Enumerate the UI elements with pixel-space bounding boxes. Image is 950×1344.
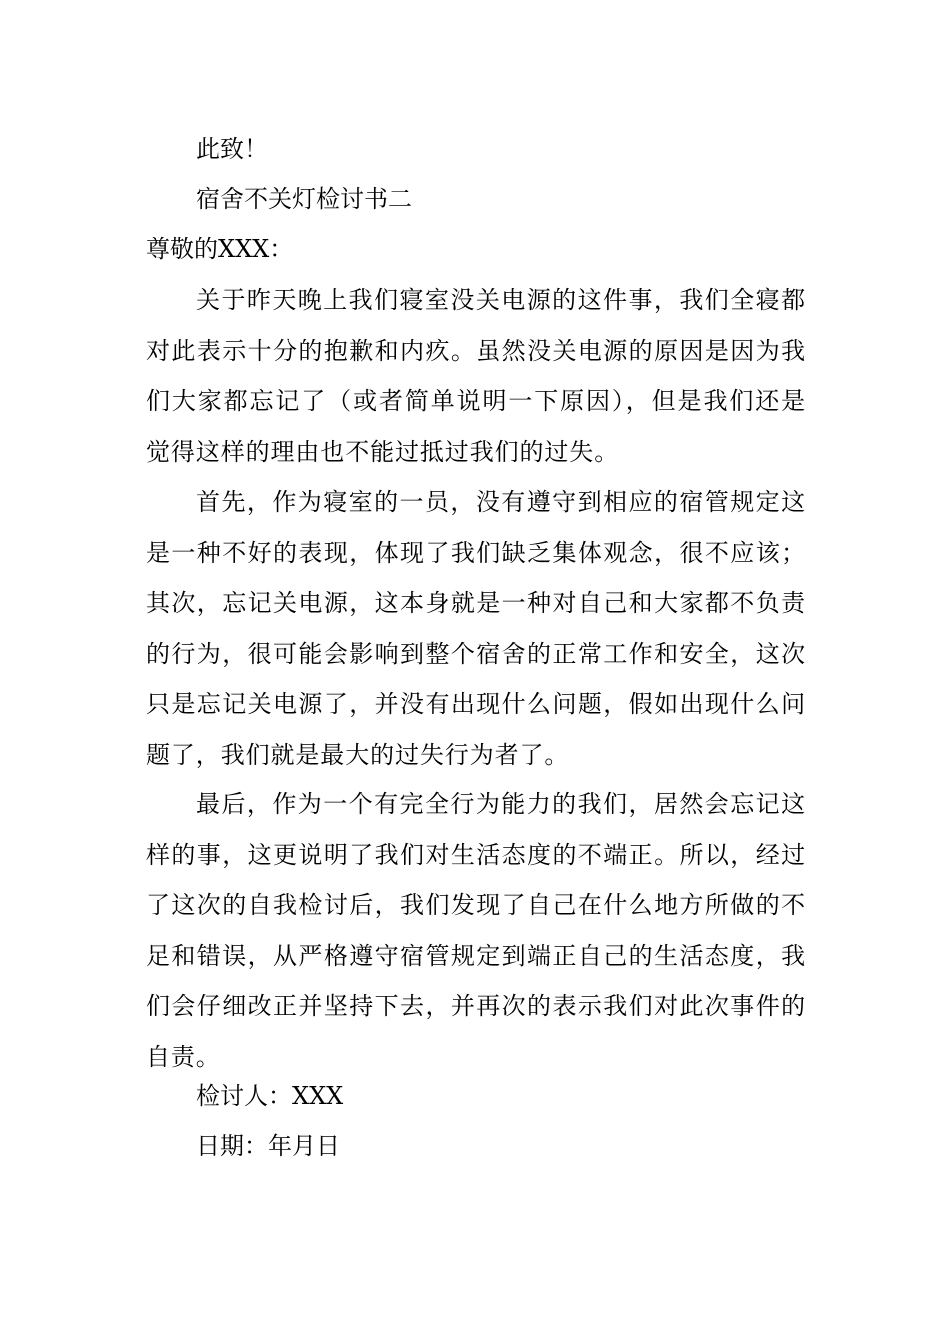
paragraph-1: 关于昨天晚上我们寝室没关电源的这件事，我们全寝都对此表示十分的抱歉和内疚。虽然没关电源的原因是因为我们大家都忘记了（或者简单说明一下原因），但是我们还是觉得这样的理由也不能过抵过我们的过失。 <box>146 286 806 466</box>
section-title: 宿舍不关灯检讨书二 <box>196 185 412 213</box>
paragraph-3: 最后，作为一个有完全行为能力的我们，居然会忘记这样的事，这更说明了我们对生活态度的不端正。所以，经过了这次的自我检讨后，我们发现了自己在什么地方所做的不足和错误，从严格遵守宿管规定到端正自己的生活态度，我们会仔细改正并坚持下去，并再次的表示我们对此次事件的自责。 <box>146 790 806 1071</box>
signer-line: 检讨人：XXX <box>196 1082 344 1110</box>
date-line: 日期：年月日 <box>196 1132 340 1160</box>
salutation: 尊敬的XXX： <box>146 235 294 263</box>
closing-text: 此致！ <box>196 135 268 163</box>
paragraph-2: 首先，作为寝室的一员，没有遵守到相应的宿管规定这是一种不好的表现，体现了我们缺乏集体观念，很不应该；其次，忘记关电源，这本身就是一种对自己和大家都不负责的行为，很可能会影响到整个宿舍的正常工作和安全，这次只是忘记关电源了，并没有出现什么问题，假如出现什么问题了，我们就是最大的过失行为者了。 <box>146 488 806 769</box>
